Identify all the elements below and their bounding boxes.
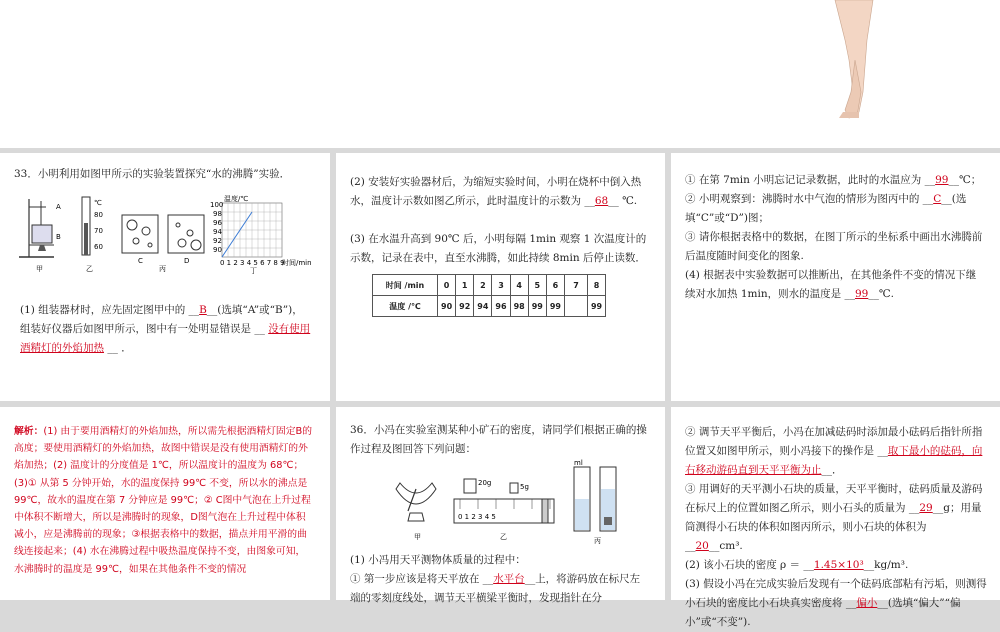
graph-y-axis-label: 温度/℃ [224,195,249,203]
q36-density: (2) 该小石块的密度 ρ ＝ __1.45×10³__kg/m³. [685,559,909,571]
q1-text: (1) 组装器材时，应先固定图甲中的 [20,304,186,316]
graph-ytick: 90 [213,246,222,254]
table-cell: 92 [456,296,474,317]
subpart-1: ① 在第 7min 小明忘记记录数据，此时的水温应为 __99__℃； [685,174,982,186]
subpart-1-text: ① 在第 7min 小明忘记记录数据，此时的水温应为 [685,174,922,186]
woman-figure-illustration [815,0,895,120]
question-36-part1 [350,551,650,608]
question-33-subparts [685,171,985,304]
subpart-4-end: ℃. [878,288,894,300]
label-bing: 丙 [159,265,166,273]
weights-scale-figure [454,479,554,541]
temperature-table [372,274,606,317]
q36-step3-text: ③ 用调好的天平测小石块的质量，天平平衡时，砝码质量及游码在标尺上的位置如图乙所示，则小石头的质量为 [685,483,983,514]
table-cell: 3 [492,275,510,296]
graph-ytick: 100 [210,201,224,209]
analysis-label: 解析： [14,426,44,437]
apparatus-figure [19,199,61,273]
table-cell: 96 [492,296,510,317]
label-jia: 甲 [36,265,43,273]
question-36-subparts [685,423,987,632]
q36-step3-answer-2: 20 [695,540,709,552]
q36-step2: ② 调节天平平衡后，小冯在加减砝码时添加最小砝码后指针所指位置又如图甲所示，则小冯接下的操作是 __取下最小的砝码，向右移动游码直到天平平衡为止__． [685,426,983,476]
q2-end: ℃. [622,195,638,207]
label-A: A [56,203,61,211]
q36-step2-end: ． [832,464,843,476]
table-cell: 2 [474,275,492,296]
q1-text-mid: (选填“A”或“B”)，组装好仪器后如图甲所示，图中有一处明显错误是 [20,304,303,335]
table-cell: 8 [587,275,605,296]
q36-step1-text: ① 第一步应该是将天平放在 [350,573,480,585]
graph-x-axis-label: 时间/min [282,259,312,267]
analysis-body: (1) 由于要用酒精灯的外焰加热，所以需先根据酒精灯固定B的高度；要使用酒精灯的外焰加热，故图中错误是没有使用酒精灯的外焰加热；(2) 温度计的分度值是 1℃，所以温度计的温度为 68℃；(3)① 从第 5 分钟开始，水的温度保持 99℃ 不变，所以水的沸点是 99℃，故水的温度在第 7 分钟应是 99℃；② C图中气泡在上升过程中体积不断增大，所以是沸腾时的现象，D图气泡在上升过程中体积减小，应是沸腾前的现象；③根据表格中的数据，描点并用平滑的曲线连接起来；(4) 水在沸腾过程中吸热温度保持不变，由图象可知，水沸腾时的温度是 99℃，如果在其他条件不变的情况 [14,426,313,575]
thermo-tick: 60 [94,243,103,251]
table-cell: 99 [587,296,605,317]
subpart-1-end: ℃； [959,174,982,186]
question-33-title: 33．小明利用如图甲所示的实验装置探究“水的沸腾”实验． [14,168,291,180]
table-cell: 99 [546,296,564,317]
q2-text: (2) 安装好实验器材后，为缩短实验时间，小明在烧杯中倒入热水，温度计示数如图乙所示，此时温度计的示数为 [350,176,642,207]
subpart-1-answer: 99 [935,174,949,186]
q36-step2-text: ② 调节天平平衡后，小冯在加减砝码时添加最小砝码后指针所指位置又如图甲所示，则小冯接下的操作是 [685,426,983,457]
graph-ytick: 98 [213,210,222,218]
label-yi-36: 乙 [500,533,507,541]
label-ding: 丁 [250,267,257,275]
analysis-text [14,423,314,578]
table-cell: 1 [456,275,474,296]
label-bing-36: 丙 [594,537,601,545]
question-33-figures [14,195,314,273]
thermometer-figure [82,197,103,273]
table-cell: 5 [528,275,546,296]
label-yi: 乙 [86,265,93,273]
analysis-panel [0,407,330,600]
q36-density-answer: 1.45×10³ [813,559,864,571]
q1-end: ． [121,342,132,354]
q36-step3-end: cm³. [719,540,743,552]
graph-ytick: 96 [213,219,222,227]
q36-step3: ③ 用调好的天平测小石块的质量，天平平衡时，砝码质量及游码在标尺上的位置如图乙所示，则小石头的质量为 __29__g；用量筒测得小石块的体积如图丙所示，则小石块的体积为 __20__cm³. [685,483,983,552]
table-cell: 99 [528,296,546,317]
table-cell: 温度 /℃ [373,296,438,317]
ml-label: ml [574,459,583,467]
subpart-4-text: (4) 根据表中实验数据可以推断出，在其他条件不变的情况下继续对水加热 1min，则水的温度是 [685,269,977,300]
top-banner [0,0,1000,148]
question-33-panel [0,153,330,401]
temperature-graph [210,194,312,275]
label-D: D [184,257,190,265]
subpart-3: ③ 请你根据表格中的数据，在图丁所示的坐标系中画出水沸腾前后温度随时间变化的图象. [685,231,983,262]
graph-ytick: 92 [213,237,222,245]
question-33-part3-panel [671,153,1000,401]
weight-5g: 5g [520,483,529,491]
thermo-unit: ℃ [94,199,102,207]
q36-step1-end: 上，将游码放在标尺左端的零刻度线处，调节天平横梁平衡时，发现指针在分 [350,573,641,604]
q36-step1: ① 第一步应该是将天平放在 __水平台__上，将游码放在标尺左端的零刻度线处，调节天平横梁平衡时，发现指针在分 [350,573,641,604]
label-jia-36: 甲 [414,533,421,541]
table-cell: 6 [546,275,564,296]
question-33-part1: (1) 组装器材时，应先固定图甲中的 __B__(选填“A”或“B”)，组装好仪器后如图甲所示，图中有一处明显错误是 __ 没有使用酒精灯的外焰加热 __ ． [20,304,311,354]
question-36-part2-panel [671,407,1000,628]
q36-error: (3) 假设小冯在完成实验后发现有一个砝码底部粘有污垢，则测得小石块的密度比小石块真实密度将 __偏小__(选填“偏大”“偏小”或“不变”). [685,578,987,628]
table-cell: 0 [438,275,456,296]
table-row [373,296,606,317]
q1-answer-2: 没有使用酒精灯的外焰加热 [20,323,311,354]
weight-20g: 20g [478,479,492,487]
q36-error-text: (3) 假设小冯在完成实验后发现有一个砝码底部粘有污垢，则测得小石块的密度比小石块真实密度将 [685,578,987,609]
q36-step2-answer: 取下最小的砝码，向右移动游码直到天平平衡为止 [685,445,983,476]
label-C: C [138,257,143,265]
table-cell: 时间 /min [373,275,438,296]
graph-xticks: 0 1 2 3 4 5 6 7 8 9 [220,259,285,267]
q36-step1-answer: 水平台 [493,573,525,585]
graph-ytick: 94 [213,228,222,236]
table-cell: 94 [474,296,492,317]
table-row [373,275,606,296]
subpart-2-end: (选填“C”或“D”)图； [685,193,967,224]
beakers-figure [122,215,204,273]
table-cell: 7 [564,275,587,296]
table-cell [564,296,587,317]
q36-density-end: kg/m³. [874,559,909,571]
balance-pointer-figure [396,483,436,541]
table-cell: 90 [438,296,456,317]
subpart-2-answer: C [933,193,942,205]
scale-ticks: 0 1 2 3 4 5 [458,513,496,521]
q2-answer: 68 [594,195,609,207]
question-33-part2: (2) 安装好实验器材后，为缩短实验时间，小明在烧杯中倒入热水，温度计示数如图乙所示，此时温度计的示数为 __68__ ℃. [350,176,642,207]
q36-error-end: (选填“偏大”“偏小”或“不变”). [685,597,961,628]
thermo-tick: 80 [94,211,103,219]
subpart-4-answer: 99 [854,288,869,300]
subpart-4: (4) 根据表中实验数据可以推断出，在其他条件不变的情况下继续对水加热 1min，则水的温度是 __99__℃. [685,269,977,300]
question-33-part3: (3) 在水温升高到 90℃ 后，小明每隔 1min 观察 1 次温度计的示数，记录在表中，直至水沸腾，如此持续 8min 后停止读数． [350,233,647,264]
q36-step3-mid: g；用量筒测得小石块的体积如图丙所示，则小石块的体积为 [685,502,982,533]
question-36-panel [336,407,665,604]
subpart-2: ② 小明观察到：沸腾时水中气泡的情形为图丙中的 __C__(选填“C”或“D”)图； [685,193,967,224]
thermo-tick: 70 [94,227,103,235]
table-cell: 98 [510,296,528,317]
q36-error-answer: 偏小 [856,597,878,609]
question-36-figures [386,459,646,545]
q36-step3-answer: 29 [919,502,933,514]
q36-part1-heading: (1) 小冯用天平测物体质量的过程中： [350,554,526,566]
label-B: B [56,233,61,241]
question-36-title: 36．小冯在实验室测某种小矿石的密度，请同学们根据正确的操作过程及图回答下列问题： [350,424,647,455]
q36-density-text: (2) 该小石块的密度 ρ ＝ [685,559,801,571]
cylinder-figure [574,459,616,545]
question-33-part2-panel [336,153,665,401]
table-cell: 4 [510,275,528,296]
q1-answer: B [199,304,207,316]
subpart-2-text: ② 小明观察到：沸腾时水中气泡的情形为图丙中的 [685,193,920,205]
